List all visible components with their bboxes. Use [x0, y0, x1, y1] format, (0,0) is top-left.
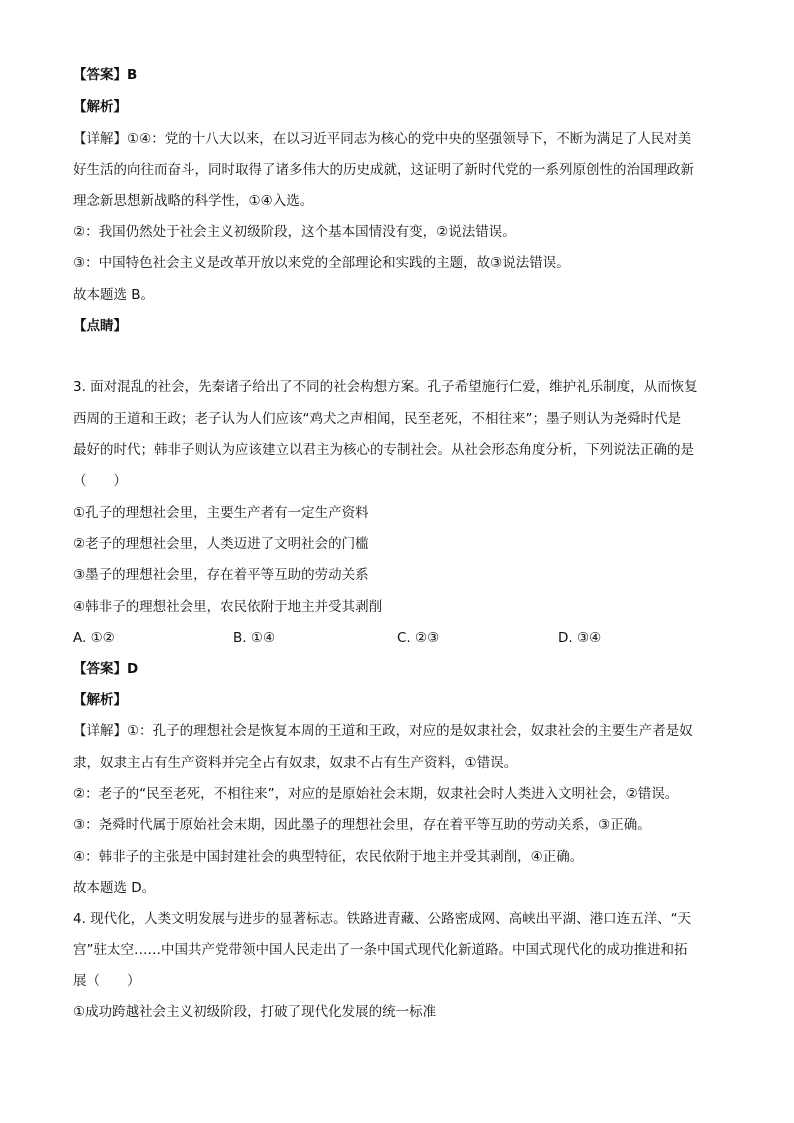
q3-answer: 【答案】D [73, 661, 139, 677]
q4-statement: ①成功跨越社会主义初级阶段，打破了现代化发展的统一标准 [73, 1004, 437, 1020]
q3-detail-line: ③：尧舜时代属于原始社会末期，因此墨子的理想社会里，存在着平等互助的劳动关系，③正确。 [73, 817, 651, 833]
q3-stem-line: 3. 面对混乱的社会，先秦诸子给出了不同的社会构想方案。孔子希望施行仁爱，维护礼乐制度，从而恢复 [73, 379, 698, 395]
q4-stem-line: 4. 现代化，人类文明发展与进步的显著标志。铁路进青藏、公路密成网、高峡出平湖、港口连五洋、“天 [73, 911, 692, 927]
q3-option-b: B. ①④ [233, 630, 276, 646]
q3-detail-line: 隶，奴隶主占有生产资料并完全占有奴隶，奴隶不占有生产资料，①错误。 [73, 755, 518, 771]
q3-option-c: C. ②③ [397, 630, 440, 646]
q2-detail-line: 【详解】①④：党的十八大以来，在以习近平同志为核心的党中央的坚强领导下，不断为满足了人民对美 [73, 131, 692, 147]
q4-stem-line: 宫”驻太空……中国共产党带领中国人民走出了一条中国式现代化新道路。中国式现代化的成功推进和拓 [73, 942, 688, 958]
q2-comment-label: 【点睛】 [73, 318, 127, 334]
q3-conclusion: 故本题选 D。 [73, 880, 156, 896]
q3-statement: ①孔子的理想社会里，主要生产者有一定生产资料 [73, 505, 369, 521]
q2-conclusion: 故本题选 B。 [73, 287, 155, 303]
q3-detail-line: ④：韩非子的主张是中国封建社会的典型特征，农民依附于地主并受其剥削，④正确。 [73, 849, 584, 865]
q2-answer: 【答案】B [73, 67, 138, 83]
q3-statement: ②老子的理想社会里，人类迈进了文明社会的门槛 [73, 536, 369, 552]
q3-statement: ④韩非子的理想社会里，农民依附于地主并受其剥削 [73, 599, 383, 615]
q3-stem-line: 最好的时代；韩非子则认为应该建立以君主为核心的专制社会。从社会形态角度分析，下列说法正确的是 [73, 442, 694, 458]
q3-statement: ③墨子的理想社会里，存在着平等互助的劳动关系 [73, 567, 369, 583]
q2-detail-line: ②：我国仍然处于社会主义初级阶段，这个基本国情没有变，②说法错误。 [73, 224, 516, 240]
q3-stem-line: 西周的王道和王政；老子认为人们应该“鸡犬之声相闻，民至老死，不相往来”；墨子则认为尧舜时代是 [73, 411, 681, 427]
q3-analysis-label: 【解析】 [73, 692, 127, 708]
q3-options [73, 628, 723, 648]
q3-detail-line: 【详解】①：孔子的理想社会是恢复本周的王道和王政，对应的是奴隶社会，奴隶社会的主要生产者是奴 [73, 723, 693, 739]
q4-stem-line: 展（ ） [73, 973, 141, 989]
q2-detail-line: 理念新思想新战略的科学性，①④入选。 [73, 193, 314, 209]
q3-detail-line: ②：老子的“民至老死，不相往来”，对应的是原始社会末期，奴隶社会时人类进入文明社会，②错误。 [73, 786, 679, 802]
q2-analysis-label: 【解析】 [73, 99, 127, 115]
q3-option-a: A. ①② [73, 630, 115, 646]
q3-stem-line: （ ） [73, 473, 127, 489]
q2-detail-line: 好生活的向往而奋斗，同时取得了诸多伟大的历史成就，这证明了新时代党的一系列原创性的治国理政新 [73, 162, 694, 178]
q2-detail-line: ③：中国特色社会主义是改革开放以来党的全部理论和实践的主题，故③说法错误。 [73, 255, 570, 271]
q3-option-d: D. ③④ [558, 630, 602, 646]
